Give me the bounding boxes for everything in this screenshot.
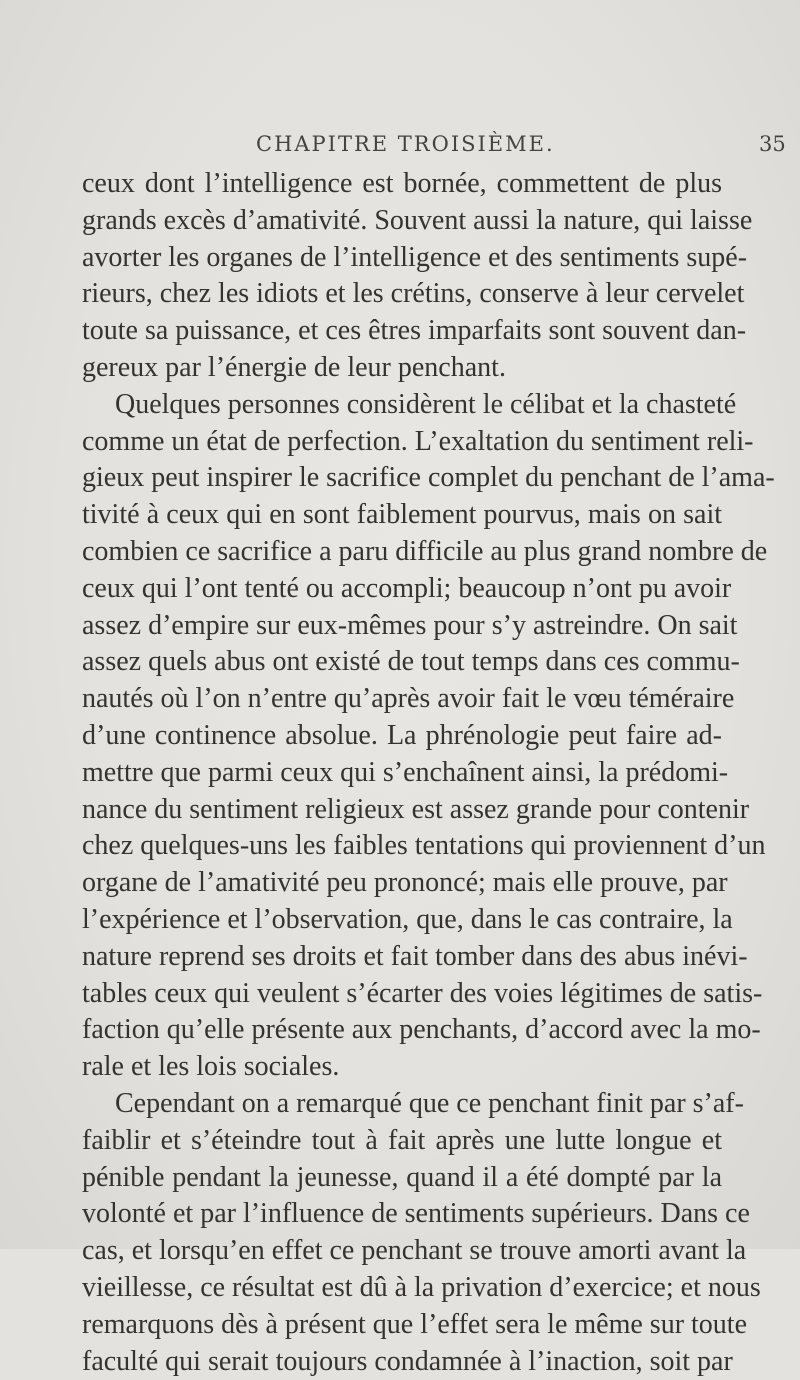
text-line: Cependant on a remarqué que ce penchant finit par s’af-	[82, 1086, 722, 1123]
text-line: assez quels abus ont existé de tout temps dans ces commu-	[82, 644, 722, 681]
page-number: 35	[759, 132, 786, 156]
text-line: ceux dont l’intelligence est bornée, commettent de plus	[82, 166, 722, 203]
text-line: volonté et par l’influence de sentiments supérieurs. Dans ce	[82, 1196, 722, 1233]
text-line: faculté qui serait toujours condamnée à l’inaction, soit par	[82, 1344, 722, 1380]
page-header	[0, 132, 800, 162]
text-line: faction qu’elle présente aux penchants, d’accord avec la mo-	[82, 1012, 722, 1049]
text-line: Quelques personnes considèrent le célibat et la chasteté	[82, 387, 722, 424]
text-line: rieurs, chez les idiots et les crétins, conserve à leur cervelet	[82, 276, 722, 313]
text-line: tivité à ceux qui en sont faiblement pourvus, mais on sait	[82, 497, 722, 534]
text-line: tables ceux qui veulent s’écarter des voies légitimes de satis-	[82, 976, 722, 1013]
text-line: toute sa puissance, et ces êtres imparfaits sont souvent dan-	[82, 313, 722, 350]
text-line: rale et les lois sociales.	[82, 1049, 722, 1086]
text-line: l’expérience et l’observation, que, dans le cas contraire, la	[82, 902, 722, 939]
text-line: avorter les organes de l’intelligence et des sentiments supé-	[82, 240, 722, 277]
text-line: mettre que parmi ceux qui s’enchaînent ainsi, la prédomi-	[82, 755, 722, 792]
text-line: nance du sentiment religieux est assez grande pour contenir	[82, 792, 722, 829]
text-line: grands excès d’amativité. Souvent aussi la nature, qui laisse	[82, 203, 722, 240]
text-line: ceux qui l’ont tenté ou accompli; beaucoup n’ont pu avoir	[82, 571, 722, 608]
text-line: cas, et lorsqu’en effet ce penchant se trouve amorti avant la	[82, 1233, 722, 1270]
text-line: nature reprend ses droits et fait tomber dans des abus inévi-	[82, 939, 722, 976]
text-line: gereux par l’énergie de leur penchant.	[82, 350, 722, 387]
text-line: chez quelques-uns les faibles tentations qui proviennent d’un	[82, 828, 722, 865]
text-line: remarquons dès à présent que l’effet sera le même sur toute	[82, 1307, 722, 1344]
text-line: gieux peut inspirer le sacrifice complet du penchant de l’ama-	[82, 460, 722, 497]
text-line: faiblir et s’éteindre tout à fait après une lutte longue et	[82, 1123, 722, 1160]
text-line: vieillesse, ce résultat est dû à la privation d’exercice; et nous	[82, 1270, 722, 1307]
text-line: assez d’empire sur eux-mêmes pour s’y astreindre. On sait	[82, 608, 722, 645]
text-line: pénible pendant la jeunesse, quand il a été dompté par la	[82, 1160, 722, 1197]
text-line: nautés où l’on n’entre qu’après avoir fait le vœu téméraire	[82, 681, 722, 718]
text-line: combien ce sacrifice a paru difficile au plus grand nombre de	[82, 534, 722, 571]
text-line: comme un état de perfection. L’exaltation du sentiment reli-	[82, 424, 722, 461]
body-text	[82, 166, 722, 1380]
text-line: organe de l’amativité peu prononcé; mais elle prouve, par	[82, 865, 722, 902]
running-head: CHAPITRE TROISIÈME.	[256, 132, 555, 156]
text-line: d’une continence absolue. La phrénologie peut faire ad-	[82, 718, 722, 755]
